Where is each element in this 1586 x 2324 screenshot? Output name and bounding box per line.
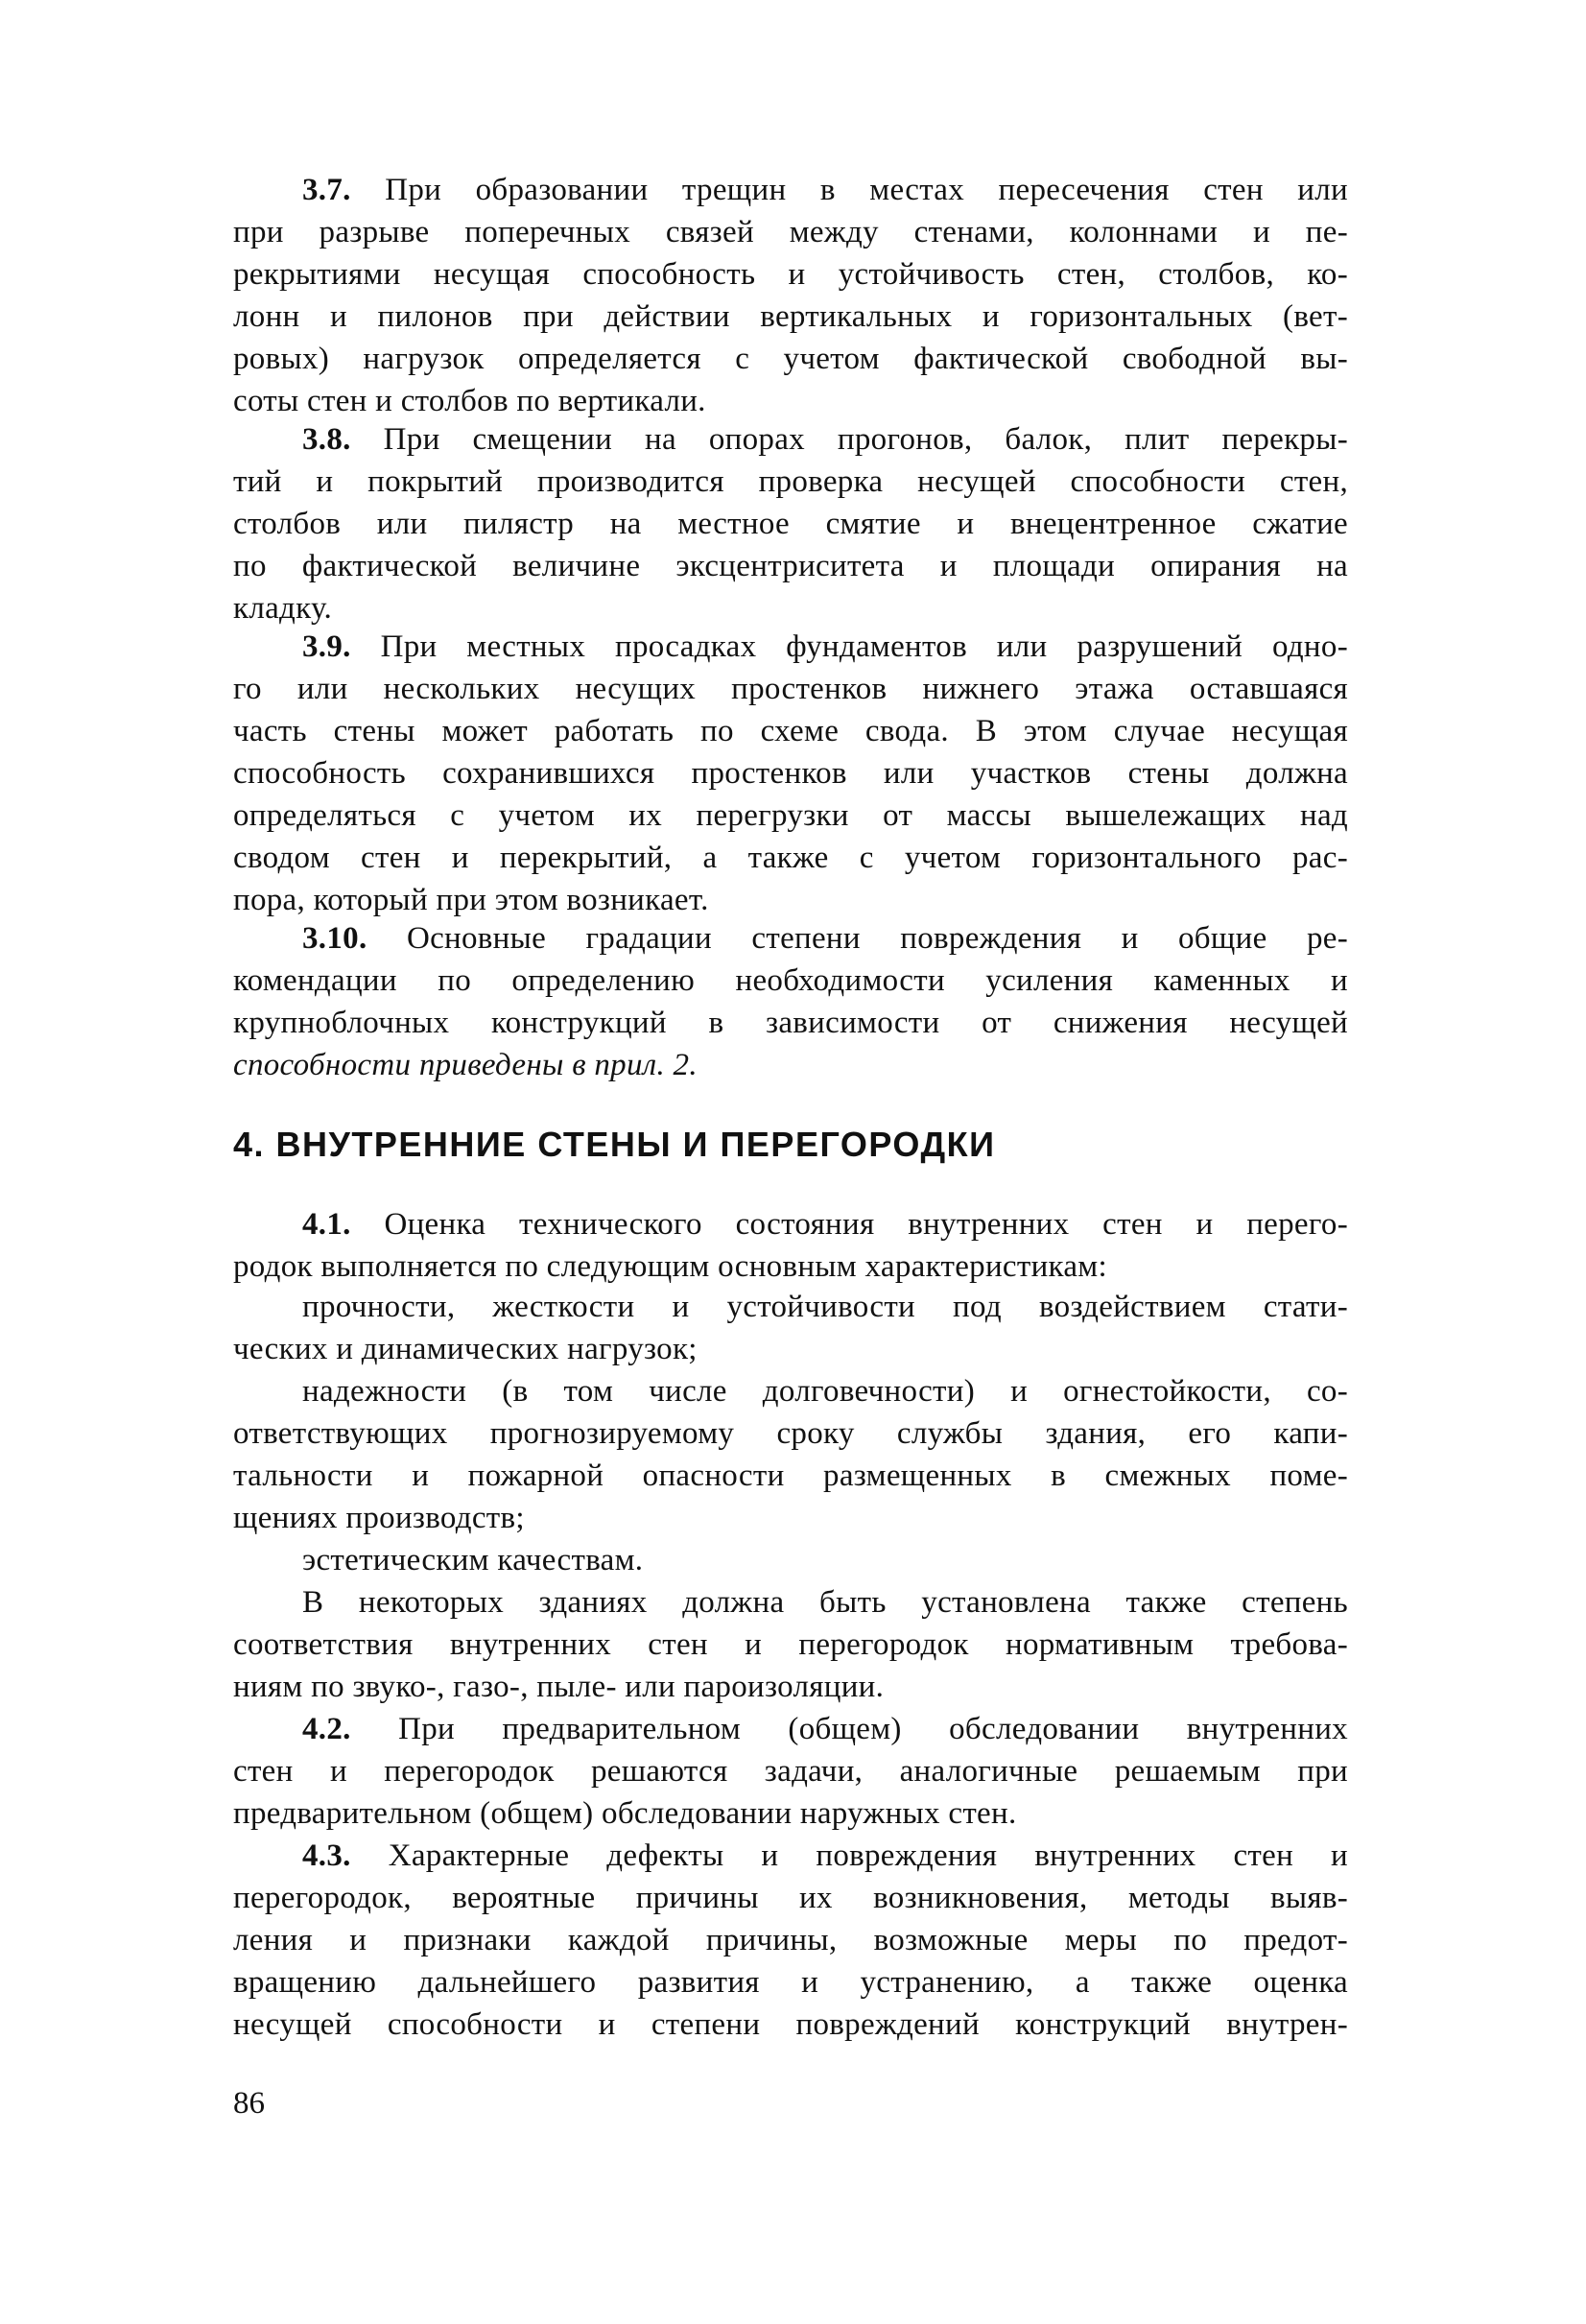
- paragraph-line: при разрыве поперечных связей между стенами, колоннами и пе-: [233, 215, 1348, 249]
- paragraph-number: 3.7.: [302, 173, 351, 207]
- paragraph-line: 3.7. При образовании трещин в местах пересечения стен или: [302, 173, 1348, 207]
- paragraph-line: столбов или пилястр на местное смятие и внецентренное сжатие: [233, 507, 1348, 541]
- paragraph-line: сводом стен и перекрытий, а также с учетом горизонтального рас-: [233, 841, 1348, 875]
- paragraph-number: 4.3.: [302, 1838, 351, 1873]
- text-column: [233, 0, 1348, 2324]
- paragraph-line: ровых) нагрузок определяется с учетом фактической свободной вы-: [233, 342, 1348, 376]
- paragraph-line: 4.1. Оценка технического состояния внутренних стен и перего-: [302, 1207, 1348, 1242]
- paragraph-line: 3.8. При смещении на опорах прогонов, балок, плит перекры-: [302, 422, 1348, 457]
- paragraph-line: пора, который при этом возникает.: [233, 883, 709, 917]
- paragraph-line: лонн и пилонов при действии вертикальных и горизонтальных (вет-: [233, 299, 1348, 334]
- paragraph-number: 3.10.: [302, 921, 367, 956]
- paragraph-line: вращению дальнейшего развития и устранению, а также оценка: [233, 1965, 1348, 2000]
- paragraph-line: перегородок, вероятные причины их возникновения, методы выяв-: [233, 1881, 1348, 1915]
- paragraph-line: соответствия внутренних стен и перегородок нормативным требова-: [233, 1627, 1348, 1662]
- paragraph-4-2: [233, 1708, 1348, 1835]
- paragraph-line: кладку.: [233, 591, 333, 626]
- paragraph-3-7: [233, 169, 1348, 422]
- list-item-line: щениях производств;: [233, 1501, 525, 1535]
- paragraph-line: 3.9. При местных просадках фундаментов или разрушений одно-: [302, 629, 1348, 664]
- paragraph-line: соты стен и столбов по вертикали.: [233, 384, 706, 418]
- paragraph-line: родок выполняется по следующим основным характеристикам:: [233, 1249, 1107, 1284]
- paragraph-line: 3.10. Основные градации степени повреждения и общие ре-: [302, 921, 1348, 956]
- page-number: 86: [233, 2086, 265, 2121]
- paragraph-line: 4.2. При предварительном (общем) обследовании внутренних: [302, 1712, 1348, 1746]
- paragraph-line: 4.3. Характерные дефекты и повреждения внутренних стен и: [302, 1838, 1348, 1873]
- paragraph-line: рекрытиями несущая способность и устойчивость стен, столбов, ко-: [233, 257, 1348, 292]
- paragraph-line: тий и покрытий производится проверка несущей способности стен,: [233, 464, 1348, 499]
- paragraph-line: В некоторых зданиях должна быть установлена также степень: [302, 1585, 1348, 1620]
- paragraph-line: несущей способности и степени повреждений конструкций внутрен-: [233, 2007, 1348, 2042]
- section-heading: 4. ВНУТРЕННИЕ СТЕНЫ И ПЕРЕГОРОДКИ: [233, 1125, 996, 1164]
- list-item-line: надежности (в том числе долговечности) и огнестойкости, со-: [302, 1374, 1348, 1409]
- paragraph-4-1-continued: [233, 1581, 1348, 1708]
- paragraph-3-8: [233, 418, 1348, 629]
- paragraph-number: 3.9.: [302, 629, 351, 664]
- paragraph-number: 4.1.: [302, 1207, 351, 1242]
- paragraph-number: 3.8.: [302, 422, 351, 457]
- list-item-line: эстетическим качествам.: [302, 1543, 644, 1577]
- paragraph-4-1: [233, 1203, 1348, 1288]
- paragraph-line: ления и признаки каждой причины, возможные меры по предот-: [233, 1923, 1348, 1957]
- list-item-line: прочности, жесткости и устойчивости под воздействием стати-: [302, 1290, 1348, 1324]
- paragraph-line: го или нескольких несущих простенков нижнего этажа оставшаяся: [233, 672, 1348, 706]
- paragraph-line: по фактической величине эксцентриситета и площади опирания на: [233, 549, 1348, 583]
- paragraph-line: предварительном (общем) обследовании наружных стен.: [233, 1796, 1017, 1831]
- paragraph-line-italic: способности приведены в прил. 2.: [233, 1048, 698, 1082]
- list-item-line: ответствующих прогнозируемому сроку службы здания, его капи-: [233, 1416, 1348, 1451]
- paragraph-3-10: [233, 917, 1348, 1086]
- characteristics-list: [233, 1286, 1348, 1581]
- list-item-line: ческих и динамических нагрузок;: [233, 1332, 698, 1366]
- paragraph-line: стен и перегородок решаются задачи, аналогичные решаемым при: [233, 1754, 1348, 1789]
- paragraph-line: крупноблочных конструкций в зависимости от снижения несущей: [233, 1006, 1348, 1040]
- paragraph-number: 4.2.: [302, 1712, 351, 1746]
- paragraph-line: часть стены может работать по схеме свода. В этом случае несущая: [233, 714, 1348, 748]
- paragraph-line: ниям по звуко-, газо-, пыле- или пароизоляции.: [233, 1670, 885, 1704]
- paragraph-line: определяться с учетом их перегрузки от массы вышележащих над: [233, 798, 1348, 833]
- list-item-line: тальности и пожарной опасности размещенных в смежных поме-: [233, 1458, 1348, 1493]
- paragraph-4-3: [233, 1835, 1348, 2046]
- paragraph-line: способность сохранившихся простенков или участков стены должна: [233, 756, 1348, 791]
- paragraph-line: комендации по определению необходимости усиления каменных и: [233, 963, 1348, 998]
- paragraph-3-9: [233, 626, 1348, 921]
